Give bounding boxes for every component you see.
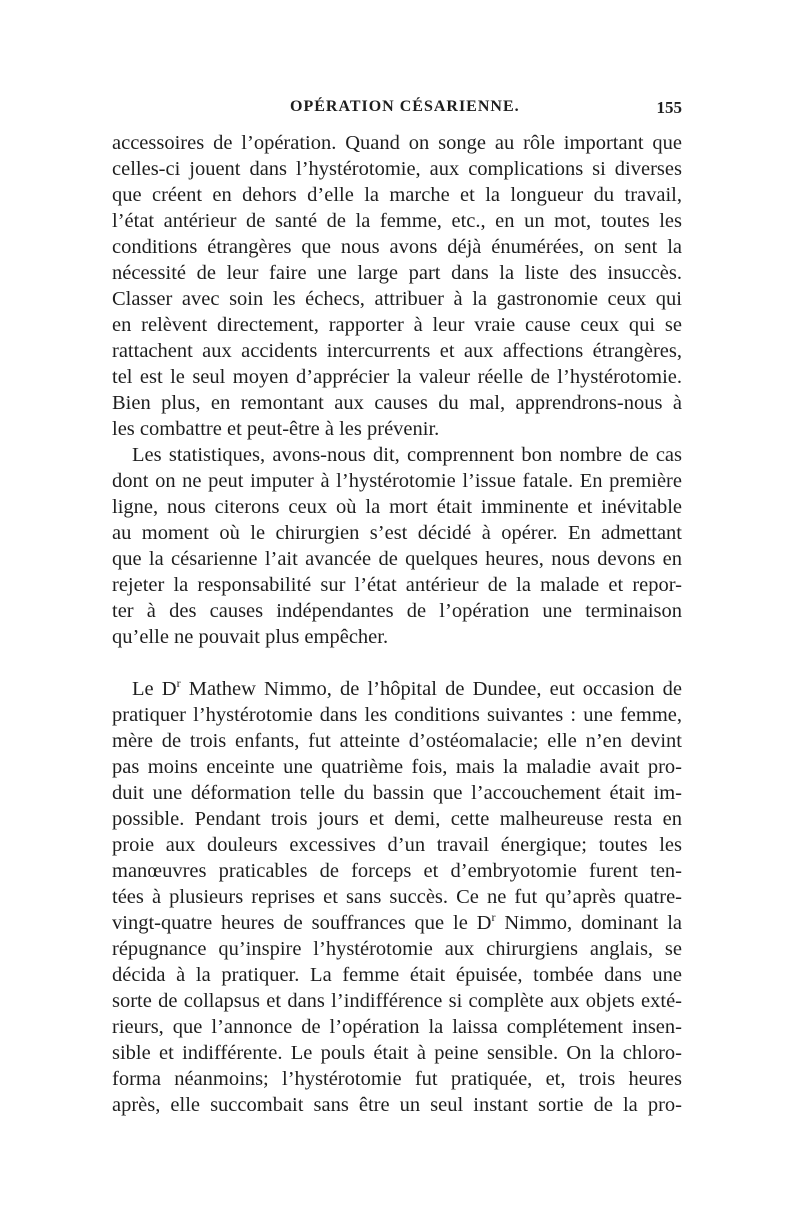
superscript-r: r <box>176 676 181 690</box>
page-number: 155 <box>656 98 682 117</box>
text-line: pratiquer l’hystérotomie dans les conditions suivantes : une femme, <box>112 704 682 726</box>
running-title: OPÉRATION CÉSARIENNE. <box>290 98 520 115</box>
text-line-paragraph-start <box>132 676 682 702</box>
text-line: possible. Pendant trois jours et demi, cette malheureuse resta en <box>112 808 682 830</box>
text-line: tel est le seul moyen d’apprécier la valeur réelle de l’hystérotomie. <box>112 366 682 388</box>
text-line: rieurs, que l’annonce de l’opération la laissa complétement insen- <box>112 1016 682 1038</box>
text-line: rattachent aux accidents intercurrents et aux affections étrangères, <box>112 340 682 362</box>
text-line: accessoires de l’opération. Quand on songe au rôle important que <box>112 132 682 154</box>
line-rest: Nimmo, dominant la <box>504 912 683 934</box>
text-line: duit une déformation telle du bassin que l’accouchement était im- <box>112 782 682 804</box>
text-line: en relèvent directement, rapporter à leur vraie cause ceux qui se <box>112 314 682 336</box>
text-line: pas moins enceinte une quatrième fois, mais la maladie avait pro- <box>112 756 682 778</box>
text-line: décida à la pratiquer. La femme était épuisée, tombée dans une <box>112 964 682 986</box>
page-header <box>112 98 682 120</box>
text-line-paragraph-end: qu’elle ne pouvait plus empêcher. <box>112 626 389 648</box>
text-line: celles-ci jouent dans l’hystérotomie, aux complications si diverses <box>112 158 682 180</box>
text-line: sorte de collapsus et dans l’indifférence si complète aux objets exté- <box>112 990 682 1012</box>
text-line: nécessité de leur faire une large part dans la liste des insuccès. <box>112 262 682 284</box>
text-line: répugnance qu’inspire l’hystérotomie aux chirurgiens anglais, se <box>112 938 682 960</box>
text-line: ter à des causes indépendantes de l’opération une terminaison <box>112 600 682 622</box>
doctor-title: D <box>476 912 492 934</box>
text-line: que créent en dehors d’elle la marche et la longueur du travail, <box>112 184 682 206</box>
text-line: dont on ne peut imputer à l’hystérotomie l’issue fatale. En première <box>112 470 682 492</box>
text-line: mère de trois enfants, fut atteinte d’ostéomalacie; elle n’en devint <box>112 730 682 752</box>
line-rest: Mathew Nimmo, de l’hôpital de Dundee, eut occasion de <box>188 678 682 700</box>
text-line: que la césarienne l’ait avancée de quelques heures, nous devons en <box>112 548 682 570</box>
superscript-r: r <box>491 910 496 924</box>
text-line: au moment où le chirurgien s’est décidé à opérer. En admettant <box>112 522 682 544</box>
text-line: conditions étrangères que nous avons déjà énumérées, on sent la <box>112 236 682 258</box>
text-line: l’état antérieur de santé de la femme, etc., en un mot, toutes les <box>112 210 682 232</box>
text-line <box>112 910 682 936</box>
text-line: ligne, nous citerons ceux où la mort était imminente et inévitable <box>112 496 682 518</box>
text-line: forma néanmoins; l’hystérotomie fut pratiquée, et, trois heures <box>112 1068 682 1090</box>
text-line: Bien plus, en remontant aux causes du mal, apprendrons-nous à <box>112 392 682 414</box>
text-line: Classer avec soin les échecs, attribuer à la gastronomie ceux qui <box>112 288 682 310</box>
text-line-paragraph-end: les combattre et peut-être à les prévenir. <box>112 418 440 440</box>
text-line: proie aux douleurs excessives d’un travail énergique; toutes les <box>112 834 682 856</box>
text-line: manœuvres praticables de forceps et d’embryotomie furent ten- <box>112 860 682 882</box>
line-start: vingt-quatre heures de souffrances que le <box>112 912 468 934</box>
text-line-paragraph-start: Les statistiques, avons-nous dit, comprennent bon nombre de cas <box>132 444 682 466</box>
text-line: sible et indifférente. Le pouls était à peine sensible. On la chloro- <box>112 1042 682 1064</box>
text-line: rejeter la responsabilité sur l’état antérieur de la malade et repor- <box>112 574 682 596</box>
text-line: après, elle succombait sans être un seul instant sortie de la pro- <box>112 1094 682 1116</box>
text-line: tées à plusieurs reprises et sans succès. Ce ne fut qu’après quatre- <box>112 886 682 908</box>
doctor-prefix: Le D <box>132 678 177 700</box>
